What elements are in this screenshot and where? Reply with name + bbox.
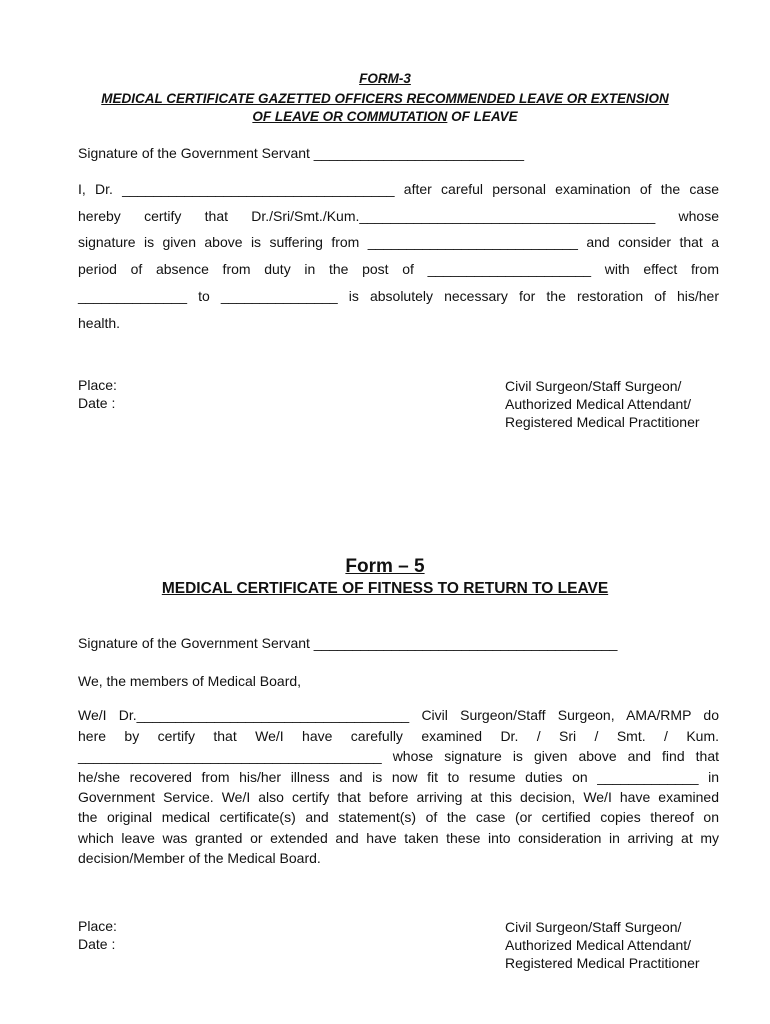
form5-date-label: Date : bbox=[78, 936, 116, 952]
form5-signature-line: Signature of the Government Servant _______________________________________ bbox=[78, 635, 618, 651]
form3-subtitle-line2-underlined: OF LEAVE OR COMMUTATION bbox=[252, 109, 448, 124]
form3-body-line-5: ______________ to _______________ is absolutely necessary for the restoration of his/her bbox=[78, 288, 719, 304]
form5-body-line-1: We/I Dr.___________________________________ Civil Surgeon/Staff Surgeon, AMA/RMP do bbox=[78, 707, 719, 723]
form3-body-line-3: signature is given above is suffering from ___________________________ and consider that a bbox=[78, 234, 719, 250]
form5-place-label: Place: bbox=[78, 918, 117, 934]
form5-body-line-5: Government Service. We/I also certify that before arriving at this decision, We/I have examined bbox=[78, 789, 719, 805]
form3-body-line-1: I, Dr. ___________________________________ after careful personal examination of the case bbox=[78, 181, 719, 197]
form3-signatory-line-1: Civil Surgeon/Staff Surgeon/ bbox=[505, 378, 682, 394]
form5-signatory-line-2: Authorized Medical Attendant/ bbox=[505, 937, 692, 953]
form5-title: Form – 5 bbox=[345, 556, 425, 577]
form5-signatory-line-3: Registered Medical Practitioner bbox=[505, 955, 700, 971]
form5-body-line-7: which leave was granted or extended and have taken these into consideration in arriving at my bbox=[78, 830, 719, 846]
form3-subtitle-line2 bbox=[0, 109, 770, 124]
form3-place-label: Place: bbox=[78, 377, 117, 393]
form5-body-line-8: decision/Member of the Medical Board. bbox=[78, 850, 321, 866]
form3-body-line-6: health. bbox=[78, 315, 121, 331]
form3-subtitle-line2-plain: OF LEAVE bbox=[447, 109, 518, 124]
form5-members-line: We, the members of Medical Board, bbox=[78, 673, 302, 689]
form3-body-line-4: period of absence from duty in the post of _____________________ with effect from bbox=[78, 261, 719, 277]
form3-title: FORM-3 bbox=[359, 71, 411, 86]
form5-subtitle: MEDICAL CERTIFICATE OF FITNESS TO RETURN TO LEAVE bbox=[161, 580, 609, 597]
form3-signature-line: Signature of the Government Servant ___________________________ bbox=[78, 145, 525, 161]
form3-subtitle-line1: MEDICAL CERTIFICATE GAZETTED OFFICERS RECOMMENDED LEAVE OR EXTENSION bbox=[101, 91, 669, 106]
form3-body-line-2: hereby certify that Dr./Sri/Smt./Kum.______________________________________ whose bbox=[78, 208, 719, 224]
form3-signatory-line-2: Authorized Medical Attendant/ bbox=[505, 396, 692, 412]
form3-date-label: Date : bbox=[78, 395, 116, 411]
form3-signatory-line-3: Registered Medical Practitioner bbox=[505, 414, 700, 430]
form5-body-line-6: the original medical certificate(s) and statement(s) of the case (or certified copies thereof on bbox=[78, 809, 719, 825]
form5-body-line-3: _______________________________________ whose signature is given above and find that bbox=[78, 748, 719, 764]
form5-body-line-2: here by certify that We/I have carefully examined Dr. / Sri / Smt. / Kum. bbox=[78, 728, 719, 744]
form5-body-line-4: he/she recovered from his/her illness and is now fit to resume duties on _____________ in bbox=[78, 769, 719, 785]
form5-signatory-line-1: Civil Surgeon/Staff Surgeon/ bbox=[505, 919, 682, 935]
